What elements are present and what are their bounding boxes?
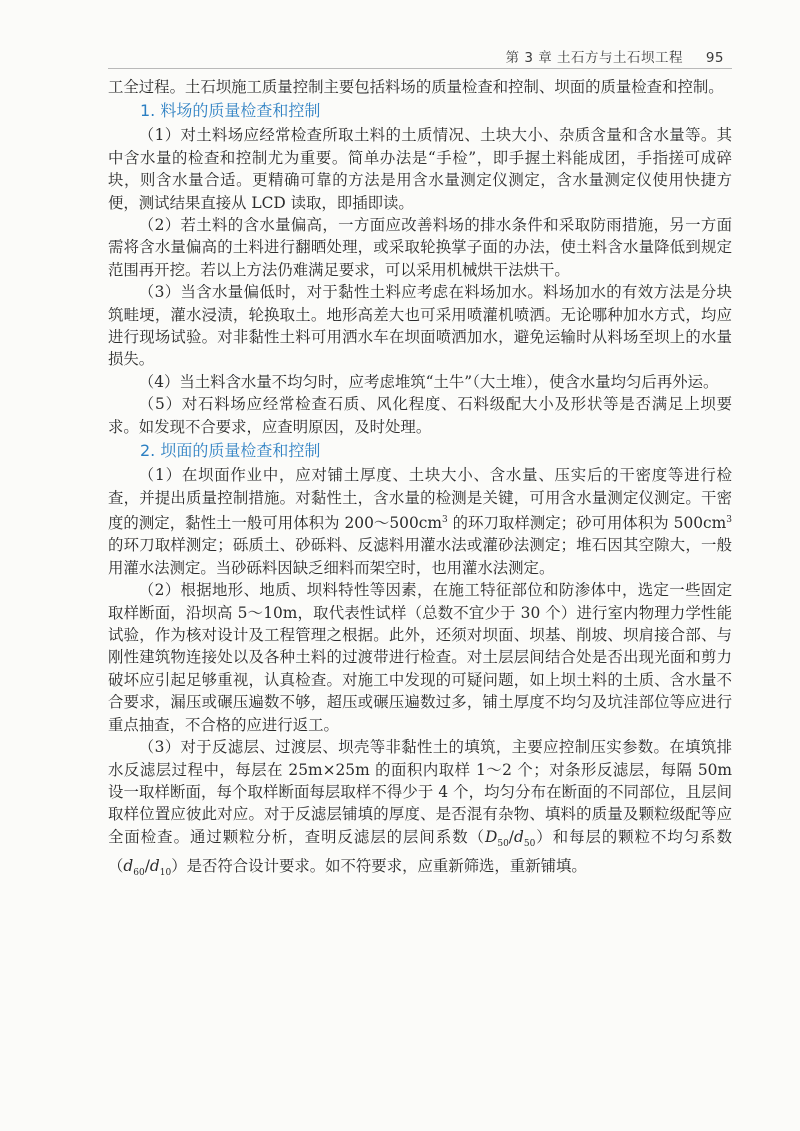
formula-symbol: d: [123, 857, 134, 876]
subscript: 50: [523, 838, 536, 849]
subscript: 50: [497, 838, 509, 849]
paragraph: （2）根据地形、地质、坝料特性等因素，在施工特征部位和防渗体中，选定一些固定取样断面，沿坝高 5～10m，取代表性试样（总数不宜少于 30 个）进行室内物理力学性能试验，作为核对设计及工程管理之根据。此外，还须对坝面、坝基、削坡、坝肩接合部、与刚性建筑物连接处以及各种土料的过渡带进行检查。对土层层间结合处是否出现光面和剪力破坏应引起足够重视，认真检查。对施工中发现的可疑问题，如上坝土料的土质、含水量不合要求，漏压或碾压遍数不够，超压或碾压遍数过多，铺土厚度不均匀及坑洼部位等应进行重点抽查，不合格的应进行返工。: [108, 581, 732, 734]
section-heading-2: 2. 坝面的质量检查和控制: [140, 441, 321, 461]
chapter-label: 第 3 章: [505, 50, 553, 66]
paragraph: （3）当含水量偏低时，对于黏性土料应考虑在料场加水。料场加水的有效方法是分块筑畦埂，灌水浸渍，轮换取土。地形高差大也可采用喷灌机喷洒。无论哪种加水方式，均应进行现场试验。对非黏性土料可用洒水车在坝面喷洒加水，避免运输时从料场至坝上的水量损失。: [108, 283, 732, 369]
text-run: 的环刀取样测定；砾质土、砂砾料、反滤料用灌水法或灌砂法测定；堆石因其空隙大，一般用灌水法测定。当砂砾料因缺乏细料而架空时，也用灌水法测定。: [108, 536, 732, 577]
superscript: 3: [726, 514, 733, 525]
formula-symbol: D: [485, 827, 498, 846]
superscript: 3: [441, 514, 448, 525]
text-run: （1）在坝面作业中，应对铺土厚度、土块大小、含水量、压实后的干密度等进行检查，并提出质量控制措施。对黏性土，含水量的检测是关键，可用含水量测定仪测定。干密度的测定，黏性土一般可用体积为 200～500cm: [108, 466, 732, 533]
paragraph: [108, 736, 732, 885]
text-run: ）和每层的颗粒不均匀系数（: [108, 827, 732, 876]
subscript: 60: [133, 868, 145, 879]
formula-slash: /: [508, 827, 514, 846]
text-run: 的环刀取样测定；砂可用体积为 500cm: [447, 514, 727, 533]
header-text: [506, 46, 724, 66]
subscript: 10: [159, 868, 172, 879]
paragraph: [108, 464, 732, 579]
paragraph: （2）若土料的含水量偏高，一方面应改善料场的排水条件和采取防雨措施，另一方面需将含水量偏高的土料进行翻晒处理，或采取轮换掌子面的办法，使土料含水量降低到规定范围再开挖。若以上方法仍难满足要求，可以采用机械烘干法烘干。: [108, 216, 732, 279]
chapter-title: 土石方与土石坝工程: [557, 50, 684, 66]
text-run: （3）对于反滤层、过渡层、坝壳等非黏性土的填筑，主要应控制压实参数。在填筑排水反滤层过程中，每层在 25m×25m 的面积内取样 1～2 个；对条形反滤层，每隔 50m 设一取样断面，每个取样断面每层取样不得少于 4 个，均匀分布在断面的不同部位，且层间取样位置应彼此对应。对于反滤层铺填的厚度、是否混有杂物、填料的质量及颗粒级配等应全面检查。通过颗粒分析，查明反滤层的层间系数（: [108, 738, 732, 846]
paragraph: （1）对土料场应经常检查所取土料的土质情况、土块大小、杂质含量和含水量等。其中含水量的检查和控制尤为重要。简单办法是“手检”，即手握土料能成团，手指搓可成碎块，则含水量合适。更精确可靠的方法是用含水量测定仪测定，含水量测定仪使用快捷方便，测试结果直接从 LCD 读取，即插即读。: [108, 126, 732, 212]
running-header: [108, 40, 732, 69]
page-body: [108, 76, 732, 885]
formula-symbol: d: [513, 827, 524, 846]
text-run: ）是否符合设计要求。如不符要求，应重新筛选，重新铺填。: [171, 857, 587, 876]
intro-paragraph: 工全过程。土石坝施工质量控制主要包括料场的质量检查和控制、坝面的质量检查和控制。: [108, 78, 724, 96]
section-heading-1: 1. 料场的质量检查和控制: [140, 101, 321, 121]
formula-symbol: d: [149, 857, 160, 876]
paragraph: （5）对石料场应经常检查石质、风化程度、石料级配大小及形状等是否满足上坝要求。如发现不合要求，应查明原因，及时处理。: [108, 395, 732, 436]
paragraph: （4）当土料含水量不均匀时，应考虑堆筑“土牛”（大土堆），使含水量均匀后再外运。: [138, 372, 719, 391]
page-number: 95: [705, 50, 724, 66]
formula-slash: /: [144, 857, 150, 876]
